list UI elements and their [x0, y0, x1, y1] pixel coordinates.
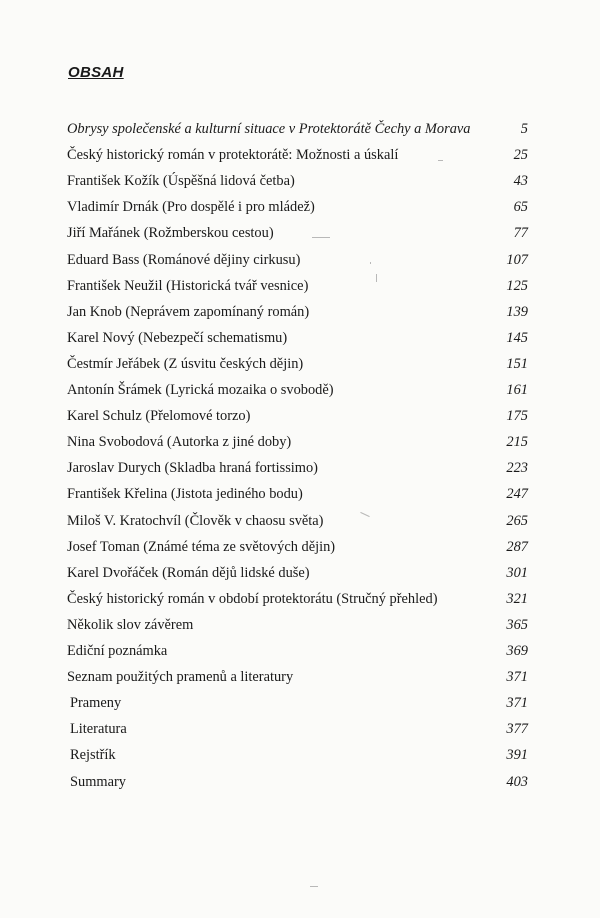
toc-entry	[0, 614, 600, 636]
scan-mark	[370, 262, 371, 264]
toc-entry	[0, 640, 600, 662]
toc-entry	[0, 562, 600, 584]
toc-entry-title: Prameny	[70, 695, 122, 712]
toc-entry-page-number: 65	[513, 199, 528, 216]
toc-entry	[0, 510, 600, 532]
toc-entry-page-number: 287	[506, 538, 528, 555]
toc-entry	[0, 718, 600, 740]
toc-entry	[0, 666, 600, 688]
toc-entry-page-number: 369	[506, 643, 528, 659]
toc-entry-title: Jan Knob (Neprávem zapomínaný román)	[67, 303, 310, 320]
toc-entry-title: Eduard Bass (Románové dějiny cirkusu)	[67, 251, 301, 268]
toc-entry	[0, 744, 600, 766]
toc-entry-page-number: 145	[506, 329, 528, 346]
toc-entry	[0, 170, 600, 192]
toc-entry-page-number: 139	[506, 303, 528, 320]
toc-entry-page-number: 215	[506, 434, 528, 451]
toc-entry-title: Karel Nový (Nebezpečí schematismu)	[67, 329, 288, 346]
toc-entry-title: Seznam použitých pramenů a literatury	[67, 669, 294, 686]
toc-entry	[0, 588, 600, 610]
toc-entry-title: Český historický román v protektorátě: Možnosti a úskalí	[67, 147, 399, 164]
toc-entry-title: Literatura	[70, 721, 127, 738]
toc-entry-title: Několik slov závěrem	[67, 616, 194, 633]
toc-entry-page-number: 265	[506, 512, 528, 529]
toc-entry-page-number: 43	[513, 173, 528, 190]
toc-entry-page-number: 321	[506, 590, 528, 607]
scan-mark	[438, 160, 443, 161]
toc-entry	[0, 692, 600, 714]
toc-entry	[0, 301, 600, 323]
toc-entry-page-number: 25	[513, 147, 528, 164]
toc-entry-page-number: 107	[506, 251, 528, 268]
scan-mark	[312, 237, 330, 238]
toc-entry-title: Miloš V. Kratochvíl (Člověk v chaosu světa)	[67, 512, 324, 529]
toc-entry-page-number: 365	[506, 616, 528, 633]
toc-entry-page-number: 175	[506, 408, 528, 425]
toc-entry-page-number: 161	[506, 382, 528, 398]
toc-entry-page-number: 391	[506, 747, 528, 764]
toc-entry	[0, 196, 600, 218]
toc-entry	[0, 118, 600, 140]
toc-entry	[0, 327, 600, 349]
toc-entry-title: Vladimír Drnák (Pro dospělé i pro mládež)	[67, 199, 315, 216]
toc-entry-page-number: 371	[506, 695, 528, 712]
toc-entry-page-number: 77	[513, 225, 528, 242]
toc-entry-title: Karel Schulz (Přelomové torzo)	[67, 408, 251, 425]
toc-entry	[0, 275, 600, 297]
toc-entry-page-number: 5	[520, 121, 528, 137]
toc-entry-title: Rejstřík	[70, 747, 116, 764]
scan-mark	[310, 886, 318, 887]
toc-entry-title: Jaroslav Durych (Skladba hraná fortissimo)	[67, 460, 318, 477]
scan-mark	[376, 274, 377, 282]
toc-entry	[0, 457, 600, 479]
toc-entry	[0, 249, 600, 271]
toc-entry	[0, 483, 600, 505]
toc-entry-page-number: 247	[506, 486, 528, 503]
toc-entry-title: František Křelina (Jistota jediného bodu)	[67, 486, 303, 503]
toc-entry-title: Obrysy společenské a kulturní situace v Protektorátě Čechy a Morava	[67, 121, 471, 137]
toc-entry-title: František Kožík (Úspěšná lidová četba)	[67, 173, 295, 190]
toc-entry-title: Nina Svobodová (Autorka z jiné doby)	[67, 434, 292, 451]
toc-entry-title: Ediční poznámka	[67, 643, 168, 659]
toc-entry	[0, 431, 600, 453]
toc-entry	[0, 405, 600, 427]
toc-entry-title: Antonín Šrámek (Lyrická mozaika o svobodě)	[67, 382, 334, 398]
toc-entry-page-number: 403	[506, 773, 528, 790]
toc-entry	[0, 222, 600, 244]
toc-entry-page-number: 125	[506, 277, 528, 294]
toc-entry	[0, 536, 600, 558]
toc-entry	[0, 353, 600, 375]
toc-entry-title: Jiří Mařánek (Rožmberskou cestou)	[67, 225, 274, 242]
toc-entry-title: Karel Dvořáček (Román dějů lidské duše)	[67, 564, 310, 581]
toc-heading: OBSAH	[68, 64, 124, 81]
toc-entry	[0, 144, 600, 166]
toc-entry-title: František Neužil (Historická tvář vesnice)	[67, 277, 309, 294]
toc-entry	[0, 379, 600, 401]
toc-entry-title: Summary	[70, 773, 126, 790]
toc-entry-title: Český historický román v období protektorátu (Stručný přehled)	[67, 590, 438, 607]
toc-entry-page-number: 151	[506, 355, 528, 372]
toc-entry-title: Josef Toman (Známé téma ze světových dějin)	[67, 538, 336, 555]
toc-entry-title: Čestmír Jeřábek (Z úsvitu českých dějin)	[67, 355, 304, 372]
toc-entry-page-number: 223	[506, 460, 528, 477]
toc-entry-page-number: 371	[506, 669, 528, 686]
toc-entry	[0, 771, 600, 793]
toc-entry-page-number: 301	[506, 564, 528, 581]
toc-entry-page-number: 377	[506, 721, 528, 738]
